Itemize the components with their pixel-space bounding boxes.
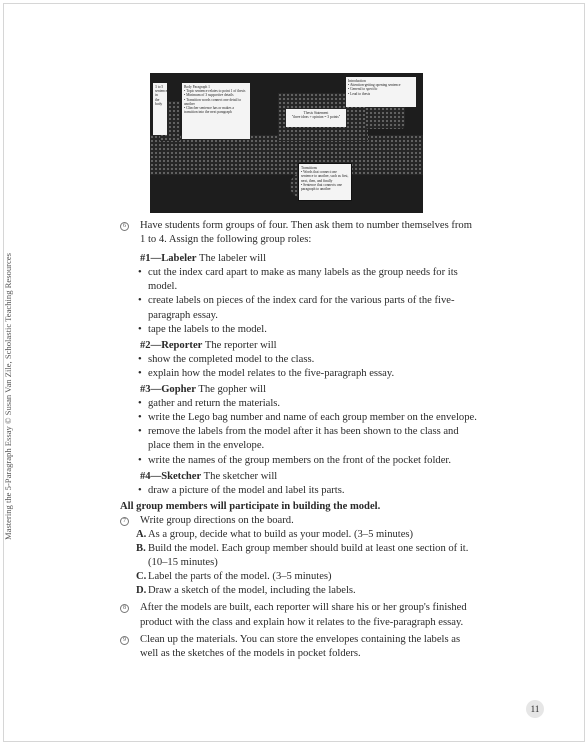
bullet-item: • write the Lego bag number and name of each group member on the envelope. xyxy=(138,412,477,424)
bullet-item: • remove the labels from the model after it has been shown to the class and place them in the envelope. xyxy=(138,426,459,452)
step-7 xyxy=(120,514,478,528)
step-9 xyxy=(120,633,478,661)
step-9-text: Clean up the materials. You can store the envelopes containing the labels as well as the sketches of the models in pocket folders. xyxy=(140,633,461,659)
lego-model-photo xyxy=(150,73,423,213)
step-8-text: After the models are built, each reporter will share his or her group's finished product with the class and explain how it relates to the five-paragraph essay. xyxy=(140,602,467,628)
label-card-left: 3 to 5 sentences in the body xyxy=(153,83,167,135)
direction-item: A. As a group, decide what to build as your model. (3–5 minutes) xyxy=(136,528,414,540)
bullet-item: • create labels on pieces of the index card for the various parts of the five-paragraph essay. xyxy=(138,295,455,321)
instructions-body xyxy=(120,219,478,661)
role-desc: The sketcher will xyxy=(203,470,278,482)
step-number-circle: 7 xyxy=(120,517,129,526)
direction-item: B. Build the model. Each group member should build at least one section of it. (10–15 minutes) xyxy=(136,543,469,569)
step-6-text: Have students form groups of four. Then ask them to number themselves from 1 to 4. Assign the following group roles: xyxy=(140,220,472,246)
step-8 xyxy=(120,601,478,629)
label-card-thesis: Thesis Statement "three ideas + opinion = 3 points" xyxy=(286,109,346,127)
step-number-circle: 6 xyxy=(120,222,129,231)
label-card-body-paragraph: Body Paragraph 1 • Topic sentence relates to point 1 of thesis • Minimum of 3 supportive details • Transition words connect one detail to another • Clincher sentence has or makes a transition into the next paragraph xyxy=(182,83,250,139)
bullet-item: • show the completed model to the class. xyxy=(138,353,315,365)
role-labeler xyxy=(120,252,478,266)
bullet-item: • tape the labels to the model. xyxy=(138,323,267,335)
role-desc: The reporter will xyxy=(204,339,277,351)
step-6 xyxy=(120,219,478,247)
role-title: #3—Gopher xyxy=(140,384,196,396)
bullet-item: • draw a picture of the model and label its parts. xyxy=(138,484,345,496)
step-number-circle: 9 xyxy=(120,636,129,645)
role-title: #1—Labeler xyxy=(140,253,197,265)
bullet-item: • cut the index card apart to make as many labels as the group needs for its model. xyxy=(138,267,458,293)
side-credit: Mastering the 5-Paragraph Essay © Susan Van Zile, Scholastic Teaching Resources xyxy=(3,253,13,540)
role-title: #4—Sketcher xyxy=(140,470,202,482)
all-members-note: All group members will participate in building the model. xyxy=(120,500,381,512)
bullet-item: • write the names of the group members on the front of the pocket folder. xyxy=(138,454,452,466)
label-card-introduction: Introduction • Attention-getting opening sentence • General to specific • Lead to thesis xyxy=(346,77,416,107)
role-reporter xyxy=(120,339,478,353)
role-desc: The gopher will xyxy=(198,384,267,396)
role-sketcher xyxy=(120,470,478,484)
direction-item: D. Draw a sketch of the model, including the labels. xyxy=(136,585,356,597)
page-number: 11 xyxy=(526,700,544,718)
label-card-transitions: Transitions • Words that connect one sentence to another, such as first, next, then, and finally • Sentence that connects one paragraph to another xyxy=(298,163,352,201)
step-number-circle: 8 xyxy=(120,604,129,613)
role-desc: The labeler will xyxy=(198,253,267,265)
step-7-text: Write group directions on the board. xyxy=(140,514,294,526)
lego-base xyxy=(150,135,423,175)
direction-item: C. Label the parts of the model. (3–5 minutes) xyxy=(136,571,332,583)
role-gopher xyxy=(120,383,478,397)
bullet-item: • gather and return the materials. xyxy=(138,398,281,410)
bullet-item: • explain how the model relates to the five-paragraph essay. xyxy=(138,367,395,379)
role-title: #2—Reporter xyxy=(140,339,203,351)
